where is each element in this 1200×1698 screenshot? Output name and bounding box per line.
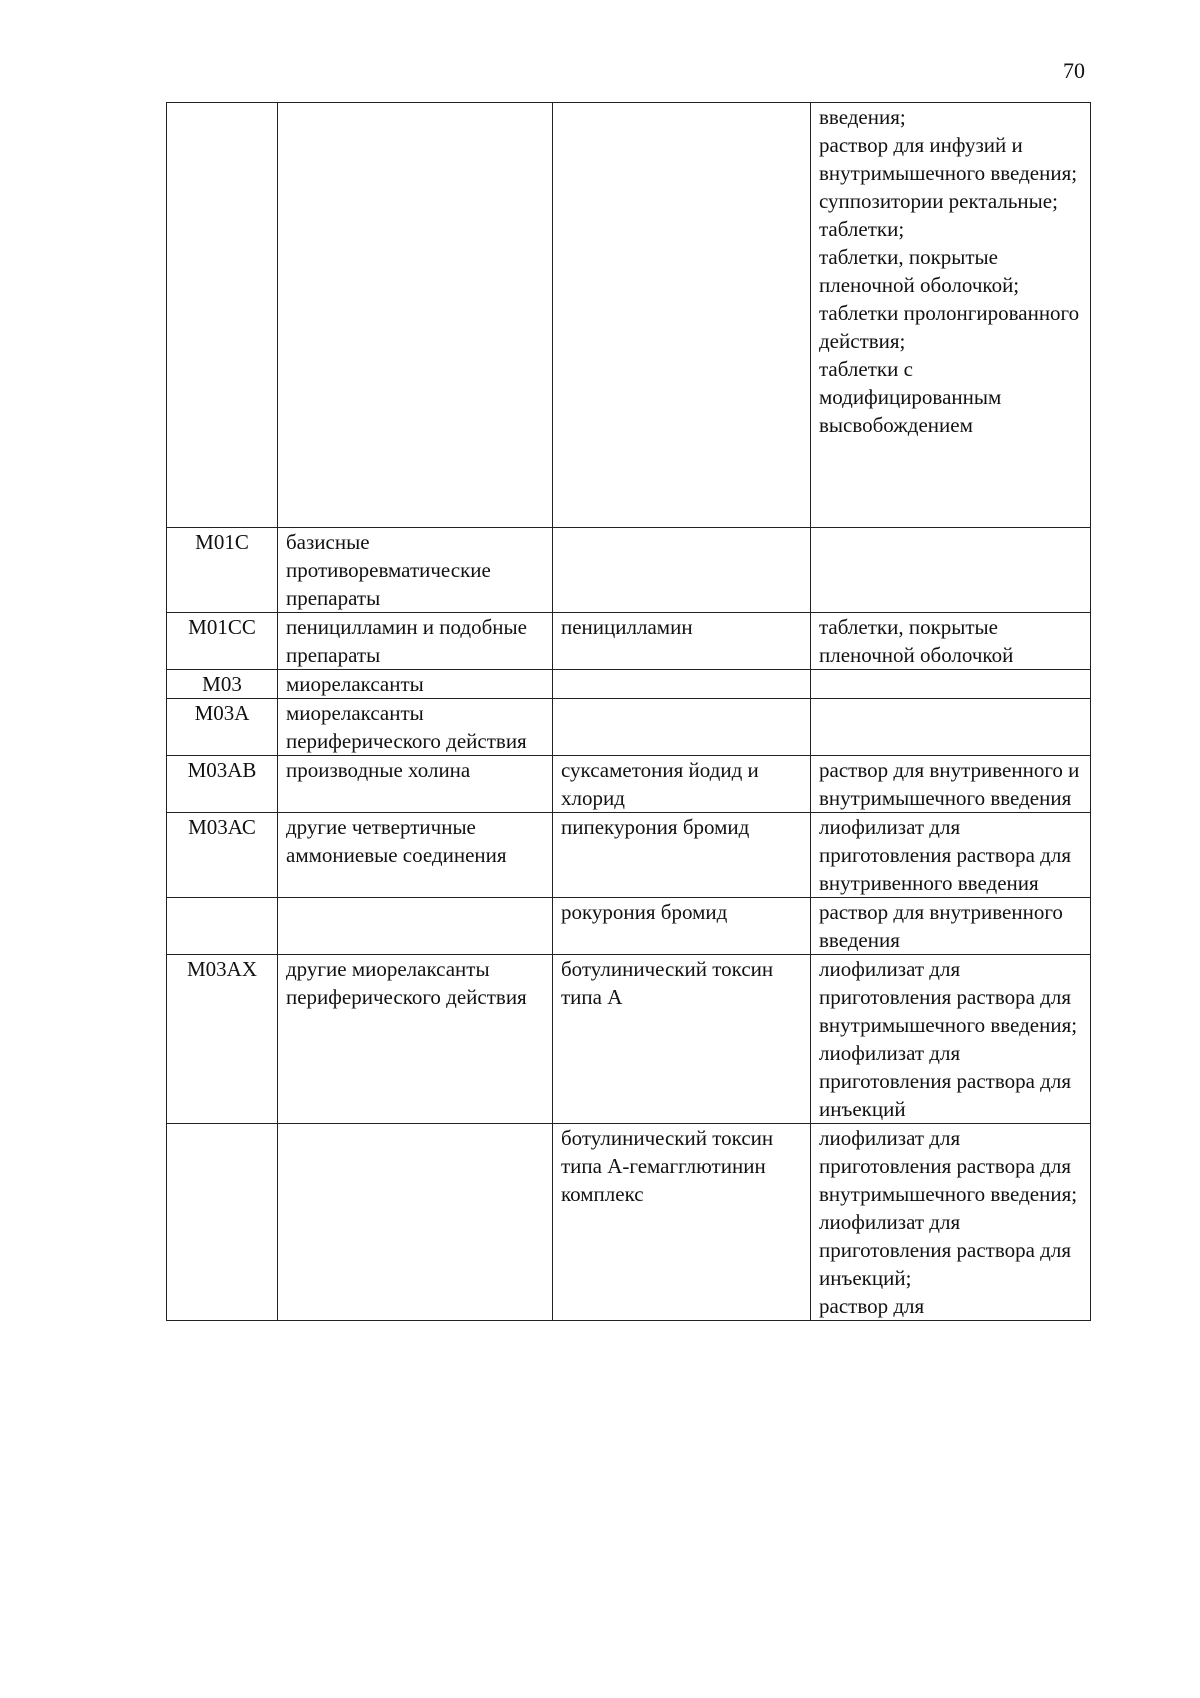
group-cell: производные холина xyxy=(278,756,553,813)
substance-cell xyxy=(553,103,811,528)
substance-cell: пипекурония бромид xyxy=(553,813,811,898)
group-cell xyxy=(278,1124,553,1321)
atc-code-cell: М03АС xyxy=(167,813,278,898)
substance-cell: суксаметония йодид и хлорид xyxy=(553,756,811,813)
table-row xyxy=(167,898,1091,955)
table-row xyxy=(167,613,1091,670)
dosage-form-cell: лиофилизат для приготовления раствора для внутримышечного введения; лиофилизат для приготовления раствора для инъекций xyxy=(811,955,1091,1124)
group-cell: другие миорелаксанты периферического действия xyxy=(278,955,553,1124)
group-cell: миорелаксанты xyxy=(278,670,553,699)
atc-code-cell: М01СС xyxy=(167,613,278,670)
drug-list-table xyxy=(166,102,1091,1321)
table-row xyxy=(167,103,1091,528)
dosage-form-cell: введения; раствор для инфузий и внутримышечного введения; суппозитории ректальные; таблетки; таблетки, покрытые пленочной оболочкой; таблетки пролонгированного действия; таблетки с модифицированным высвобождением xyxy=(811,103,1091,528)
table-row xyxy=(167,528,1091,613)
atc-code-cell: М03АХ xyxy=(167,955,278,1124)
substance-cell: ботулинический токсин типа А-гемагглютинин комплекс xyxy=(553,1124,811,1321)
atc-code-cell: М03 xyxy=(167,670,278,699)
atc-code-cell xyxy=(167,1124,278,1321)
group-cell: базисные противоревматические препараты xyxy=(278,528,553,613)
atc-code-cell: М03А xyxy=(167,699,278,756)
atc-code-cell: М03АВ xyxy=(167,756,278,813)
group-cell: пеницилламин и подобные препараты xyxy=(278,613,553,670)
group-cell: другие четвертичные аммониевые соединения xyxy=(278,813,553,898)
group-cell xyxy=(278,898,553,955)
dosage-form-cell: лиофилизат для приготовления раствора для внутривенного введения xyxy=(811,813,1091,898)
atc-code-cell xyxy=(167,103,278,528)
table-row xyxy=(167,955,1091,1124)
dosage-form-cell: таблетки, покрытые пленочной оболочкой xyxy=(811,613,1091,670)
substance-cell: рокурония бромид xyxy=(553,898,811,955)
dosage-form-cell: раствор для внутривенного введения xyxy=(811,898,1091,955)
substance-cell xyxy=(553,528,811,613)
table-row xyxy=(167,670,1091,699)
dosage-form-cell: лиофилизат для приготовления раствора для внутримышечного введения; лиофилизат для приготовления раствора для инъекций; раствор для xyxy=(811,1124,1091,1321)
dosage-form-cell xyxy=(811,528,1091,613)
substance-cell: ботулинический токсин типа А xyxy=(553,955,811,1124)
substance-cell xyxy=(553,699,811,756)
group-cell: миорелаксанты периферического действия xyxy=(278,699,553,756)
table-row xyxy=(167,699,1091,756)
dosage-form-cell xyxy=(811,699,1091,756)
dosage-form-cell: раствор для внутривенного и внутримышечного введения xyxy=(811,756,1091,813)
atc-code-cell xyxy=(167,898,278,955)
table-row xyxy=(167,813,1091,898)
dosage-form-cell xyxy=(811,670,1091,699)
table-row xyxy=(167,756,1091,813)
page-number: 70 xyxy=(1063,58,1085,83)
atc-code-cell: М01С xyxy=(167,528,278,613)
table-row xyxy=(167,1124,1091,1321)
substance-cell: пеницилламин xyxy=(553,613,811,670)
group-cell xyxy=(278,103,553,528)
substance-cell xyxy=(553,670,811,699)
